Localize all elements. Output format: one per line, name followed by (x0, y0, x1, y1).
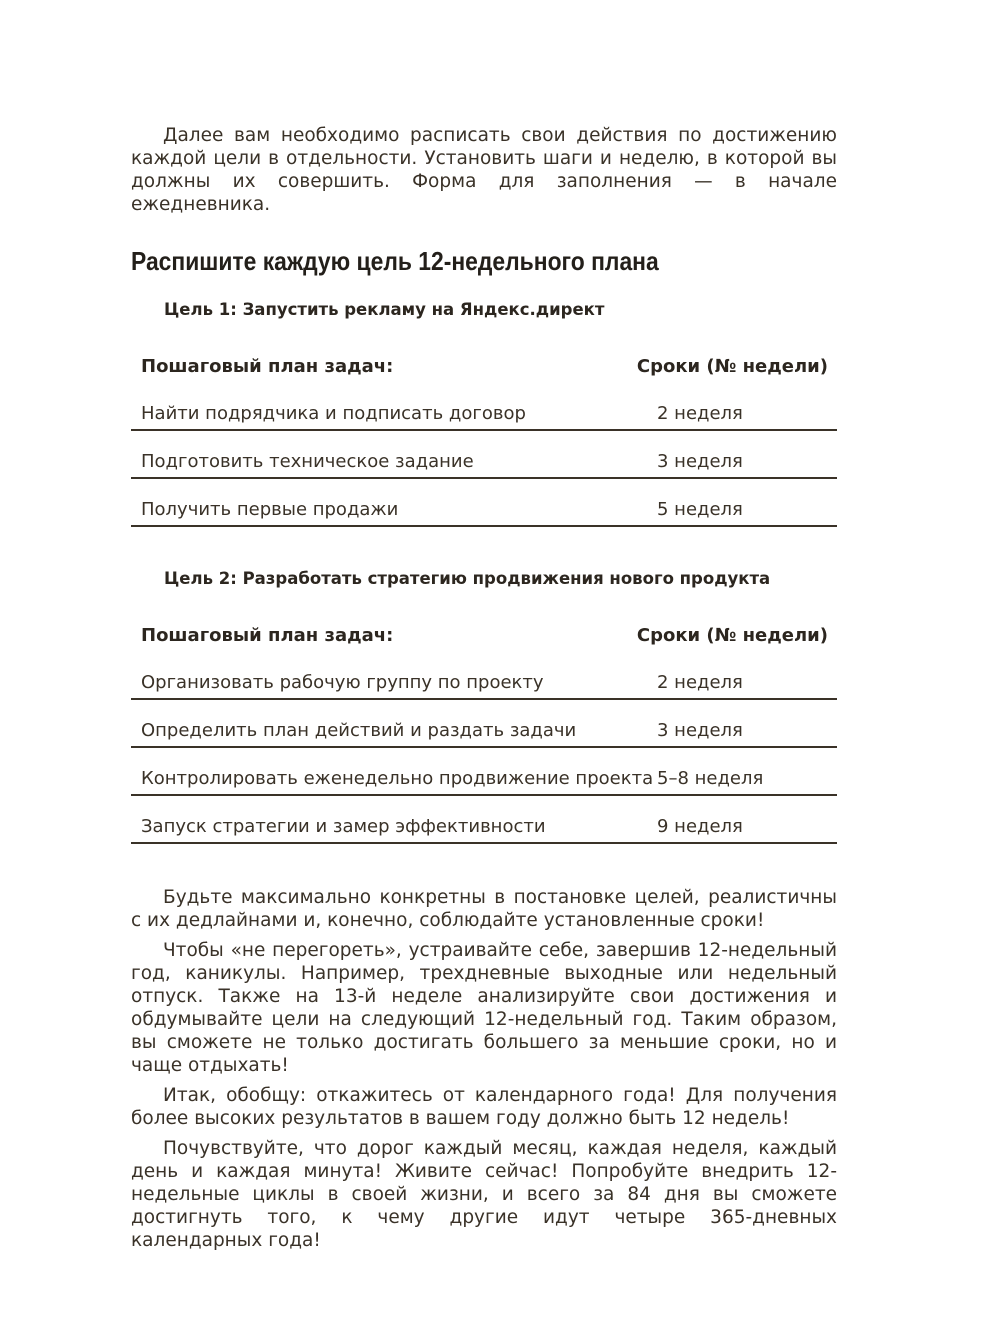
table-row (131, 653, 837, 700)
task-term: 5 неделя (657, 499, 743, 520)
closing-paragraph: Будьте максимально конкретны в постановке целей, реалистичны с их дедлайнами и, конечно, соблюдайте установленные сроки! (131, 887, 837, 931)
task-text: Найти подрядчика и подписать договор (141, 403, 526, 424)
task-text: Определить план действий и раздать задачи (141, 720, 577, 741)
header-term-label: Сроки (№ недели) (636, 625, 828, 646)
closing-paragraph: Почувствуйте, что дорог каждый месяц, каждая неделя, каждый день и каждая минута! Живите сейчас! Попробуйте внедрить 12-недельные циклы в своей жизни, и всего за 84 дня вы сможете достигнуть того, к чему другие идут четыре 365-дневных календарных года! (131, 1138, 837, 1251)
task-term: 9 неделя (657, 816, 743, 837)
table-row (131, 796, 837, 844)
table-row (131, 479, 837, 527)
task-text: Получить первые продажи (141, 499, 399, 520)
closing-paragraph: Итак, обобщу: откажитесь от календарного года! Для получения более высоких результатов в вашем году должно быть 12 недель! (131, 1085, 837, 1129)
goal-title: Цель 2: Разработать стратегию продвижения нового продукта (164, 569, 771, 588)
goal-title: Цель 1: Запустить рекламу на Яндекс.директ (164, 300, 605, 319)
plan-table (131, 356, 837, 527)
table-row (131, 384, 837, 431)
task-text: Организовать рабочую группу по проекту (141, 672, 544, 693)
task-term: 2 неделя (657, 672, 743, 693)
header-term-label: Сроки (№ недели) (636, 356, 828, 377)
task-term: 5–8 неделя (657, 768, 764, 789)
section-heading: Распишите каждую цель 12-недельного плана (131, 246, 659, 276)
task-text: Контролировать еженедельно продвижение проекта (141, 768, 654, 789)
plan-table-header (131, 625, 837, 653)
goal-block-1 (131, 300, 837, 527)
intro-paragraph: Далее вам необходимо расписать свои действия по достижению каждой цели в отдельности. Установить шаги и неделю, в которой вы должны их совершить. Форма для заполнения — в начале ежедневника. (131, 125, 837, 215)
page-content (131, 124, 837, 1259)
header-task-label: Пошаговый план задач: (141, 625, 394, 646)
goal-block-2 (131, 569, 837, 844)
table-row (131, 431, 837, 479)
closing-paragraph: Чтобы «не перегореть», устраивайте себе, завершив 12-недельный год, каникулы. Например, трехдневные выходные или недельный отпуск. Также на 13-й неделе анализируйте свои достижения и обдумывайте цели на следующий 12-недельный год. Таким образом, вы сможете не только достигать большего за меньшие сроки, но и чаще отдыхать! (131, 940, 837, 1076)
plan-table (131, 625, 837, 844)
task-term: 2 неделя (657, 403, 743, 424)
task-text: Подготовить техническое задание (141, 451, 474, 472)
table-row (131, 700, 837, 748)
task-term: 3 неделя (657, 720, 743, 741)
header-task-label: Пошаговый план задач: (141, 356, 394, 377)
table-row (131, 748, 837, 796)
task-term: 3 неделя (657, 451, 743, 472)
task-text: Запуск стратегии и замер эффективности (141, 816, 546, 837)
closing-text (131, 886, 837, 1252)
plan-table-header (131, 356, 837, 384)
